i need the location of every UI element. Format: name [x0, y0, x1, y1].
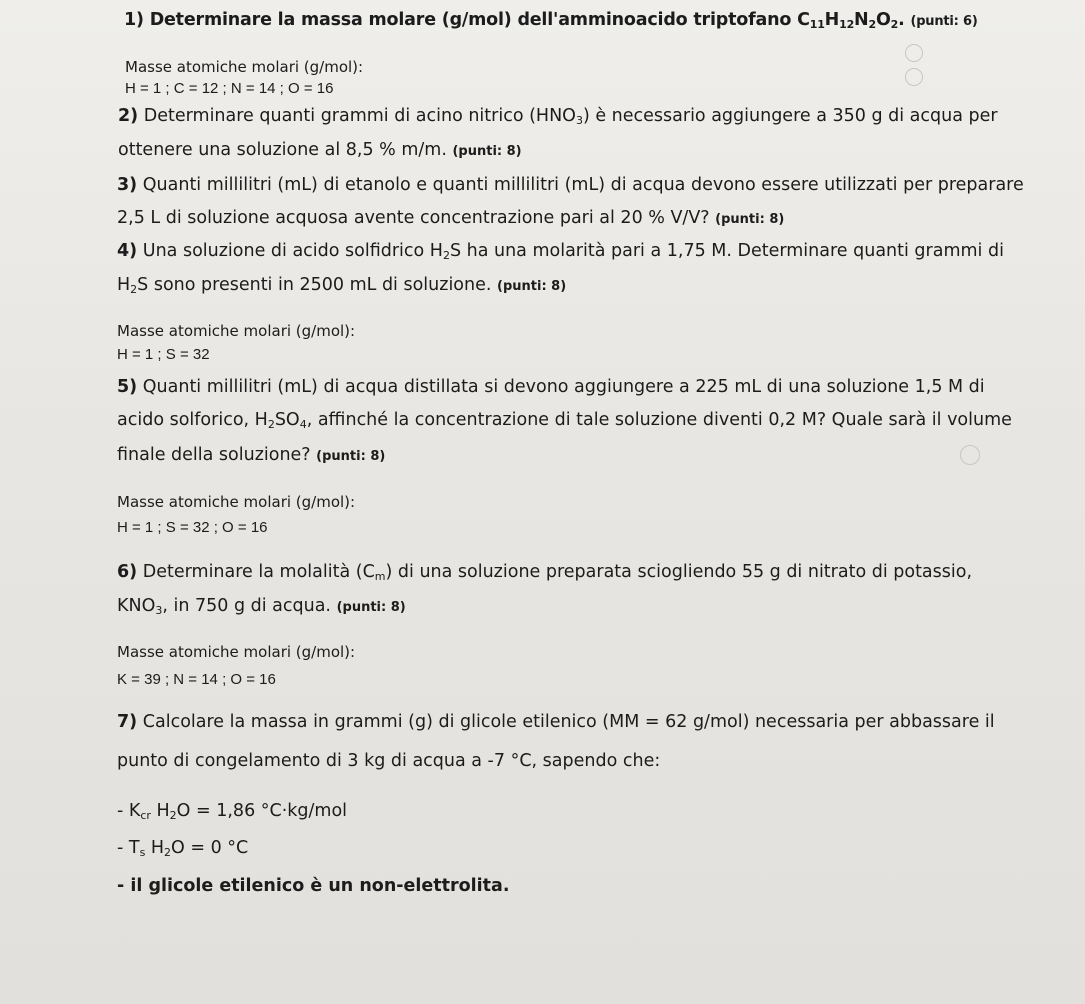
q1-masses-label: Masse atomiche molari (g/mol):	[125, 58, 364, 76]
q5-points: (punti: 8)	[316, 449, 386, 464]
q5-line3: finale della soluzione? (punti: 8)	[117, 445, 386, 465]
q4-masses-label: Masse atomiche molari (g/mol):	[117, 322, 356, 340]
q6-masses: K = 39 ; N = 14 ; O = 16	[117, 671, 276, 688]
q3-line2: 2,5 L di soluzione acquosa avente concentrazione pari al 20 % V/V? (punti: 8)	[117, 208, 785, 228]
q5-line2: acido solforico, $H_2SO_4$, affinché la concentrazione di tale soluzione diventi 0,2 M? Quale sarà il volume	[117, 410, 1012, 431]
q1-masses: H = 1 ; C = 12 ; N = 14 ; O = 16	[125, 80, 334, 97]
q4-masses: H = 1 ; S = 32	[117, 346, 210, 363]
show-through-mark	[905, 44, 923, 62]
q6-line2: $KNO_3$, in 750 g di acqua. (punti: 8)	[117, 596, 406, 617]
q2-line1: 2) Determinare quanti grammi di acino nitrico $(HNO_3)$ è necessario aggiungere a 350 g di acqua per	[118, 106, 998, 127]
q6-points: (punti: 8)	[336, 600, 406, 615]
q5-line1: 5) Quanti millilitri (mL) di acqua distillata si devono aggiungere a 225 mL di una soluzione 1,5 M di	[117, 377, 985, 397]
show-through-mark	[905, 68, 923, 86]
q1-points: (punti: 6)	[910, 14, 978, 29]
q4-line2: $H_2S$ sono presenti in 2500 mL di soluzione. (punti: 8)	[117, 275, 567, 296]
q3-line1: 3) Quanti millilitri (mL) di etanolo e quanti millilitri (mL) di acqua devono essere utilizzati per preparare	[117, 175, 1024, 195]
show-through-mark	[960, 445, 980, 465]
q4-line1: 4) Una soluzione di acido solfidrico $H_2S$ ha una molarità pari a 1,75 M. Determinare quanti grammi di	[117, 241, 1004, 262]
q7-line2: punto di congelamento di 3 kg di acqua a -7 °C, sapendo che:	[117, 751, 661, 771]
q5-masses-label: Masse atomiche molari (g/mol):	[117, 493, 356, 511]
q5-masses: H = 1 ; S = 32 ; O = 16	[117, 519, 268, 536]
q3-points: (punti: 8)	[715, 212, 785, 227]
q7-line1: 7) Calcolare la massa in grammi (g) di glicole etilenico (MM = 62 g/mol) necessaria per abbassare il	[117, 712, 995, 732]
q7-bullet-nonelectrolyte: - il glicole etilenico è un non-elettrolita.	[117, 876, 510, 896]
q6-masses-label: Masse atomiche molari (g/mol):	[117, 643, 356, 661]
q7-bullet-kcr: - $K_{cr}$ $H_2O = 1,86$ °C·kg/mol	[117, 801, 348, 822]
q1-text: 1) Determinare la massa molare (g/mol) dell'amminoacido triptofano $C_{11}H_{12}N_2O_2$. (punti: 6)	[124, 10, 978, 31]
q6-line1: 6) Determinare la molalità $(C_m)$ di una soluzione preparata sciogliendo 55 g di nitrato di potassio,	[117, 562, 973, 583]
q2-line2: ottenere una soluzione al 8,5 % m/m. (punti: 8)	[118, 140, 522, 160]
q7-bullet-ts: - $T_s$ $H_2O = 0$ °C	[117, 838, 249, 859]
q2-points: (punti: 8)	[452, 144, 522, 159]
q4-points: (punti: 8)	[497, 279, 567, 294]
